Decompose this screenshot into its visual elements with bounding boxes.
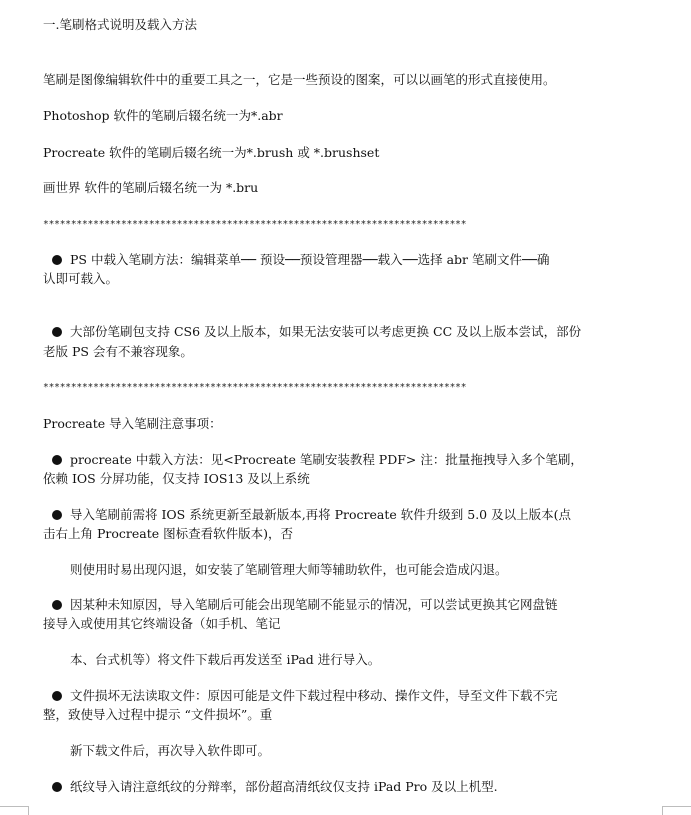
procreate-bullet-2-line1: 导入笔刷前需将 IOS 系统更新至最新版本,再将 Procreate 软件升级到 5.0 及以上版本(点 <box>70 507 571 522</box>
ps-bullet-1-line2: 认即可载入。 <box>43 271 119 286</box>
procreate-bullet-4-line1: 文件损坏无法读取文件：原因可能是文件下载过程中移动、操作文件，导至文件下载不完 <box>70 688 558 703</box>
procreate-bullet-3-line3: 本、台式机等）将文件下载后再发送至 iPad 进行导入。 <box>70 652 381 667</box>
separator-line: **************************************************************************** <box>43 219 467 230</box>
separator-line: **************************************************************************** <box>43 382 467 393</box>
section-heading: 一.笔刷格式说明及载入方法 <box>43 17 197 32</box>
procreate-bullet-3-line1: 因某种未知原因，导入笔刷后可能会出现笔刷不能显示的情况，可以尝试更换其它网盘链 <box>70 597 558 612</box>
bullet-icon <box>52 782 62 792</box>
procreate-bullet-2-line2: 击右上角 Procreate 图标查看软件版本)，否 <box>43 526 293 541</box>
ps-bullet-2-line2: 老版 PS 会有不兼容现象。 <box>43 344 193 359</box>
photoshop-format-line: Photoshop 软件的笔刷后辍名统一为*.abr <box>43 108 283 123</box>
procreate-bullet-4-line3: 新下载文件后，再次导入软件即可。 <box>70 743 271 758</box>
bullet-icon <box>52 691 62 701</box>
procreate-bullet-3-line2: 接导入或使用其它终端设备（如手机、笔记 <box>43 616 281 631</box>
intro-paragraph: 笔刷是图像编辑软件中的重要工具之一，它是一些预设的图案，可以以画笔的形式直接使用。 <box>43 72 556 87</box>
procreate-section-title: Procreate 导入笔刷注意事项： <box>43 416 222 431</box>
procreate-bullet-1-line1: procreate 中载入方法：见<Procreate 笔刷安装教程 PDF> 注：批量拖拽导入多个笔刷， <box>70 452 583 467</box>
bullet-icon <box>52 327 62 337</box>
procreate-bullet-1-line2: 依赖 IOS 分屏功能，仅支持 IOS13 及以上系统 <box>43 471 310 486</box>
bullet-icon <box>52 510 62 520</box>
bullet-icon <box>52 255 62 265</box>
ps-bullet-2-line1: 大部份笔刷包支持 CS6 及以上版本，如果无法安装可以考虑更换 CC 及以上版本尝试，部份 <box>70 324 582 339</box>
procreate-bullet-5-line1: 纸纹导入请注意纸纹的分辩率，部份超高清纸纹仅支持 iPad Pro 及以上机型. <box>70 779 498 794</box>
procreate-format-line: Procreate 软件的笔刷后辍名统一为*.brush 或 *.brushset <box>43 145 380 160</box>
bullet-icon <box>52 600 62 610</box>
procreate-bullet-4-line2: 整，致使导入过程中提示 “文件损坏”。重 <box>43 707 273 722</box>
bullet-icon <box>52 455 62 465</box>
ps-bullet-1-line1: PS 中载入笔刷方法：编辑菜单── 预设──预设管理器──载入──选择 abr 笔刷文件──确 <box>70 252 550 267</box>
procreate-bullet-2-line3: 则使用时易出现闪退，如安装了笔刷管理大师等辅助软件，也可能会造成闪退。 <box>70 562 508 577</box>
huashijie-format-line: 画世界 软件的笔刷后辍名统一为 *.bru <box>43 180 259 195</box>
